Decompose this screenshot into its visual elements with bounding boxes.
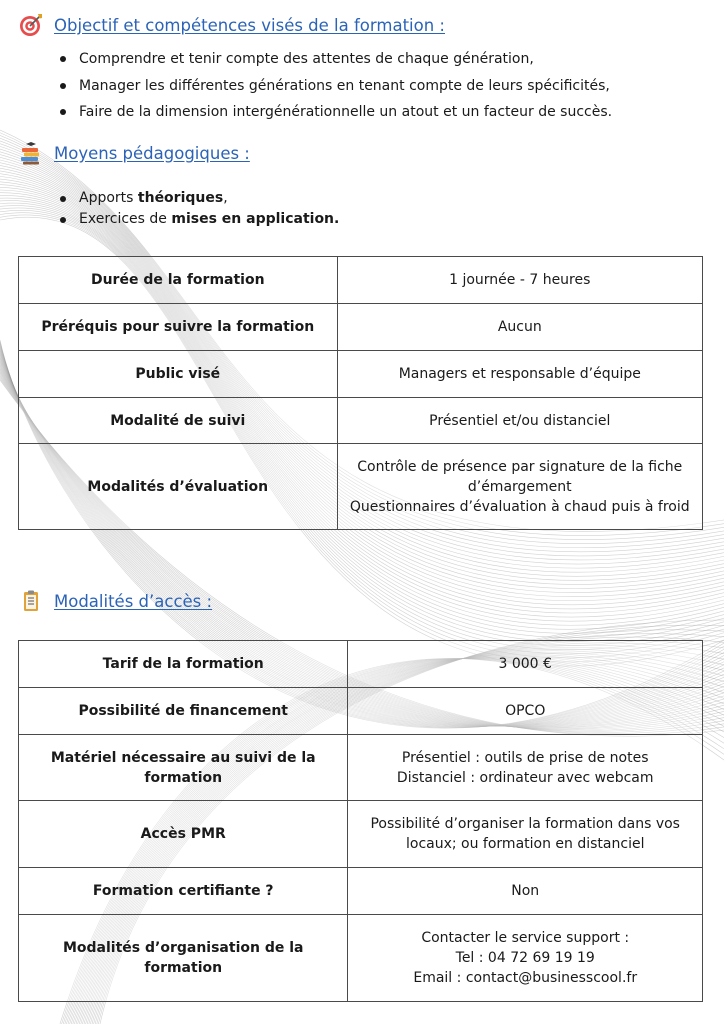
table-row	[19, 257, 703, 304]
access-heading	[18, 588, 212, 614]
access-heading-text: Modalités d’accès :	[54, 591, 213, 611]
table-label: Matériel nécessaire au suivi de la formation	[19, 735, 348, 801]
table-row	[19, 735, 703, 801]
means-heading	[18, 140, 250, 166]
table-value: Présentiel : outils de prise de notes Distanciel : ordinateur avec webcam	[348, 735, 703, 801]
table-row	[19, 801, 703, 868]
table-label: Durée de la formation	[19, 257, 338, 304]
table-value: Contacter le service support : Tel : 04 72 69 19 19 Email : contact@businesscool.fr	[348, 915, 703, 1002]
list-item: Comprendre et tenir compte des attentes de chaque génération,	[60, 46, 612, 73]
table-value: OPCO	[348, 688, 703, 735]
list-item: Faire de la dimension intergénérationnelle un atout et un facteur de succès.	[60, 99, 612, 126]
objectives-list	[60, 46, 612, 126]
table-row	[19, 688, 703, 735]
table-row	[19, 444, 703, 530]
objectives-heading-text: Objectif et compétences visés de la formation :	[54, 15, 445, 35]
table-label: Modalité de suivi	[19, 398, 338, 444]
list-item: Apports théoriques,	[60, 188, 339, 209]
formation-table	[18, 256, 703, 530]
table-label: Formation certifiante ?	[19, 868, 348, 915]
table-label: Public visé	[19, 351, 338, 398]
table-row	[19, 304, 703, 351]
table-row	[19, 398, 703, 444]
table-row	[19, 868, 703, 915]
table-value: Non	[348, 868, 703, 915]
table-row	[19, 641, 703, 688]
table-value: 3 000 €	[348, 641, 703, 688]
table-label: Accès PMR	[19, 801, 348, 868]
target-icon	[18, 12, 44, 38]
access-table	[18, 640, 703, 1002]
table-value: Présentiel et/ou distanciel	[337, 398, 702, 444]
table-row	[19, 915, 703, 1002]
table-value: 1 journée - 7 heures	[337, 257, 702, 304]
means-heading-text: Moyens pédagogiques :	[54, 143, 250, 163]
list-item: Manager les différentes générations en tenant compte de leurs spécificités,	[60, 73, 612, 100]
table-row	[19, 351, 703, 398]
list-item: Exercices de mises en application.	[60, 209, 339, 230]
table-label: Modalités d’évaluation	[19, 444, 338, 530]
table-value: Possibilité d’organiser la formation dans vos locaux; ou formation en distanciel	[348, 801, 703, 868]
table-label: Préréquis pour suivre la formation	[19, 304, 338, 351]
table-label: Modalités d’organisation de la formation	[19, 915, 348, 1002]
table-value: Contrôle de présence par signature de la fiche d’émargement Questionnaires d’évaluation à chaud puis à froid	[337, 444, 702, 530]
table-label: Tarif de la formation	[19, 641, 348, 688]
table-label: Possibilité de financement	[19, 688, 348, 735]
clipboard-icon	[18, 588, 44, 614]
books-icon	[18, 140, 44, 166]
table-value: Aucun	[337, 304, 702, 351]
objectives-heading	[18, 12, 445, 38]
table-value: Managers et responsable d’équipe	[337, 351, 702, 398]
means-list	[60, 188, 339, 230]
